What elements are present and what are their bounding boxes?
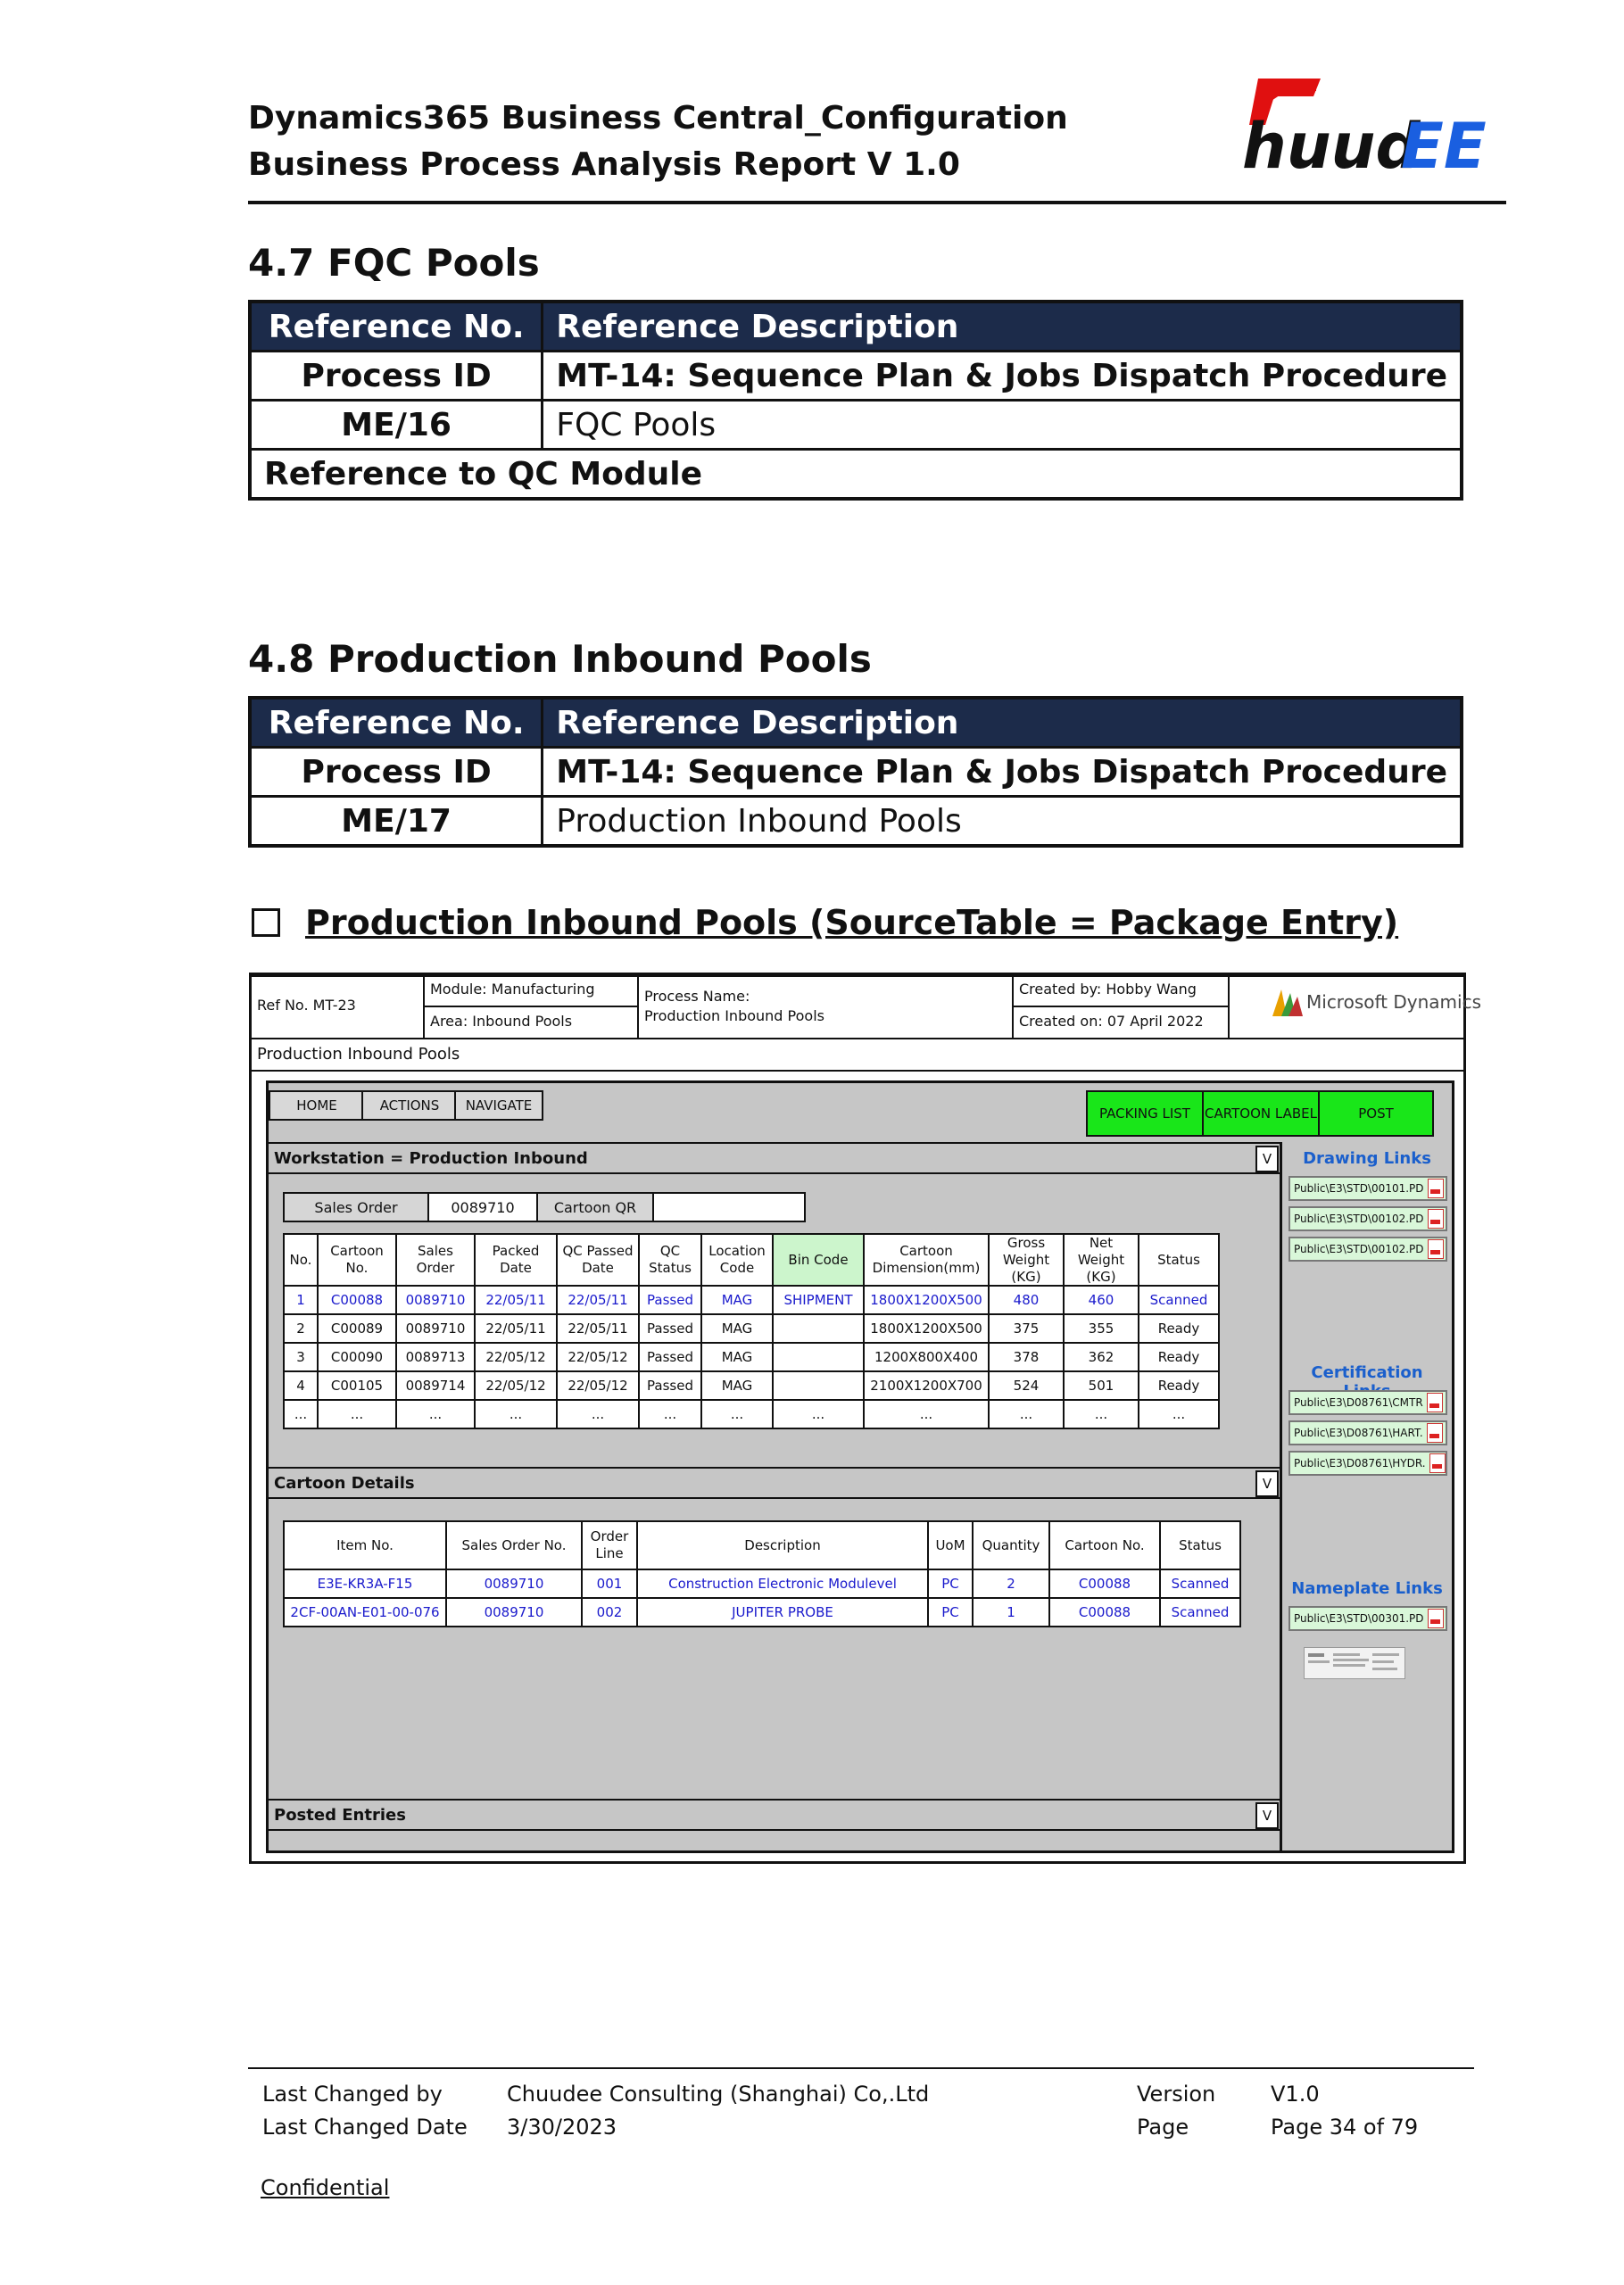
- confidential-label: Confidential: [261, 2175, 390, 2200]
- pdf-icon: [1428, 1209, 1444, 1229]
- table-row: [284, 1400, 1219, 1428]
- collapse-toggle[interactable]: V: [1255, 1470, 1279, 1497]
- col-sales-order-no: Sales Order No.: [446, 1521, 582, 1569]
- ref-no: Ref No. MT-23: [257, 997, 356, 1014]
- col-cartoon-dimension: Cartoon Dimension(mm): [864, 1234, 989, 1286]
- cell: 22/05/12: [557, 1343, 639, 1371]
- module: Module: Manufacturing: [430, 981, 595, 998]
- tab-actions[interactable]: ACTIONS: [361, 1090, 458, 1121]
- cell: 0089710: [446, 1598, 582, 1627]
- col-qc-status: QC Status: [639, 1234, 701, 1286]
- cell: 1: [284, 1286, 318, 1314]
- section-4-8-title: 4.8 Production Inbound Pools: [248, 637, 872, 681]
- tab-home[interactable]: HOME: [269, 1090, 365, 1121]
- cell: 001: [582, 1569, 637, 1598]
- cell: ...: [557, 1400, 639, 1428]
- col-packed-date: Packed Date: [475, 1234, 557, 1286]
- ref-no-header: Reference No.: [250, 302, 543, 352]
- cell: 1800X1200X500: [864, 1314, 989, 1343]
- cell: Ready: [1139, 1371, 1219, 1400]
- cell: 22/05/12: [475, 1371, 557, 1400]
- cell: 2CF-00AN-E01-00-076: [284, 1598, 446, 1627]
- sales-order-label: Sales Order: [284, 1193, 428, 1221]
- col-gross-weight: Gross Weight (KG): [989, 1234, 1064, 1286]
- workstation-bar: Workstation = Production Inbound: [269, 1142, 1280, 1174]
- cell: ...: [773, 1400, 864, 1428]
- cell: 22/05/11: [557, 1314, 639, 1343]
- cell: ...: [989, 1400, 1064, 1428]
- cell: Ready: [1139, 1343, 1219, 1371]
- cartoon-label-button[interactable]: CARTOON LABEL: [1202, 1090, 1320, 1137]
- ref-no-header: Reference No.: [250, 698, 543, 748]
- last-changed-by: Chuudee Consulting (Shanghai) Co,.Ltd: [507, 2082, 930, 2107]
- col-description: Description: [637, 1521, 928, 1569]
- ref-code: ME/16: [250, 401, 543, 450]
- ref-description: Production Inbound Pools: [543, 797, 1462, 847]
- cell: 501: [1064, 1371, 1139, 1400]
- footer-rule: [248, 2067, 1474, 2069]
- ms-dynamics-logo: Microsoft Dynamics: [1269, 984, 1481, 1020]
- pdf-icon: [1427, 1423, 1443, 1443]
- col-cartoon-no: Cartoon No.: [318, 1234, 396, 1286]
- cell: 1: [973, 1598, 1049, 1627]
- cell: 22/05/11: [475, 1314, 557, 1343]
- col-location-code: Location Code: [701, 1234, 773, 1286]
- cell: C00088: [1049, 1569, 1160, 1598]
- col-status: Status: [1139, 1234, 1219, 1286]
- ref-desc-header: Reference Description: [543, 698, 1462, 748]
- area: Area: Inbound Pools: [430, 1013, 573, 1030]
- cell: ...: [639, 1400, 701, 1428]
- cell: 0089710: [396, 1286, 475, 1314]
- cell: 3: [284, 1343, 318, 1371]
- post-button[interactable]: POST: [1318, 1090, 1434, 1137]
- cell: ...: [1139, 1400, 1219, 1428]
- table-row[interactable]: [284, 1286, 1219, 1314]
- cell: Scanned: [1160, 1569, 1240, 1598]
- pdf-icon: [1428, 1239, 1444, 1259]
- cell: ...: [318, 1400, 396, 1428]
- section-4-7-title: 4.7 FQC Pools: [248, 241, 540, 285]
- svg-text:EE: EE: [1401, 110, 1487, 181]
- last-changed-date: 3/30/2023: [507, 2115, 617, 2140]
- section-4-7-table: [248, 300, 1463, 501]
- version-label: Version: [1137, 2082, 1216, 2107]
- cell: [773, 1314, 864, 1343]
- doc-title-line1: Dynamics365 Business Central_Configuration: [248, 100, 1068, 137]
- pdf-icon: [1428, 1179, 1444, 1198]
- last-changed-date-label: Last Changed Date: [262, 2115, 468, 2140]
- cell: E3E-KR3A-F15: [284, 1569, 446, 1598]
- cell: 22/05/12: [475, 1343, 557, 1371]
- cell: 375: [989, 1314, 1064, 1343]
- cell: PC: [928, 1569, 973, 1598]
- cell: Passed: [639, 1314, 701, 1343]
- nameplate-links-title: Nameplate Links: [1291, 1579, 1443, 1598]
- cell: ...: [475, 1400, 557, 1428]
- col-cartoon-no: Cartoon No.: [1049, 1521, 1160, 1569]
- cell: 22/05/12: [557, 1371, 639, 1400]
- cell: C00105: [318, 1371, 396, 1400]
- nameplate-thumbnail-icon: [1304, 1647, 1405, 1679]
- cell: 0089714: [396, 1371, 475, 1400]
- created-on: Created on: 07 April 2022: [1019, 1013, 1204, 1030]
- cell: 1200X800X400: [864, 1343, 989, 1371]
- col-sales-order: Sales Order: [396, 1234, 475, 1286]
- collapse-toggle[interactable]: V: [1255, 1146, 1279, 1172]
- details-table: [283, 1520, 1241, 1627]
- col-item-no: Item No.: [284, 1521, 446, 1569]
- cell: ...: [284, 1400, 318, 1428]
- cell: C00088: [1049, 1598, 1160, 1627]
- cell: 480: [989, 1286, 1064, 1314]
- packing-list-button[interactable]: PACKING LIST: [1086, 1090, 1204, 1137]
- cell: ...: [864, 1400, 989, 1428]
- nameplate-link[interactable]: Public\E3\STD\00301.PD: [1288, 1606, 1447, 1631]
- tab-navigate[interactable]: NAVIGATE: [454, 1090, 543, 1121]
- drawing-links-title: Drawing Links: [1303, 1149, 1431, 1168]
- page-title: Production Inbound Pools: [257, 1045, 460, 1064]
- cell: MAG: [701, 1343, 773, 1371]
- cartoon-details-bar: Cartoon Details: [269, 1467, 1280, 1499]
- ref-code: ME/17: [250, 797, 543, 847]
- cell: C00089: [318, 1314, 396, 1343]
- cell: [773, 1343, 864, 1371]
- ui-mockup: [249, 973, 1481, 1864]
- cell: Construction Electronic Modulevel: [637, 1569, 928, 1598]
- version: V1.0: [1271, 2082, 1320, 2107]
- process-id-value: MT-14: Sequence Plan & Jobs Dispatch Procedure: [543, 748, 1462, 797]
- created-by: Created by: Hobby Wang: [1019, 981, 1197, 998]
- chuudee-logo: [1231, 70, 1499, 181]
- cell: 22/05/11: [475, 1286, 557, 1314]
- cell: MAG: [701, 1286, 773, 1314]
- cell: SHIPMENT: [773, 1286, 864, 1314]
- cell: 0089710: [396, 1314, 475, 1343]
- col-bin-code: Bin Code: [773, 1234, 864, 1286]
- cell: ...: [396, 1400, 475, 1428]
- cell: ...: [701, 1400, 773, 1428]
- pdf-icon: [1428, 1609, 1444, 1628]
- cell: Passed: [639, 1286, 701, 1314]
- cell: 22/05/11: [557, 1286, 639, 1314]
- cell: 355: [1064, 1314, 1139, 1343]
- pdf-icon: [1429, 1453, 1446, 1473]
- col-quantity: Quantity: [973, 1521, 1049, 1569]
- svg-text:huud: huud: [1242, 110, 1421, 181]
- table-row[interactable]: [284, 1371, 1219, 1400]
- cell: 378: [989, 1343, 1064, 1371]
- checkbox-bullet-icon: [252, 908, 280, 937]
- certification-link[interactable]: Public\E3\D08761\HYDR.: [1288, 1451, 1447, 1476]
- col-net-weight: Net Weight (KG): [1064, 1234, 1139, 1286]
- cell: Passed: [639, 1343, 701, 1371]
- cell: Ready: [1139, 1314, 1219, 1343]
- page-number: Page 34 of 79: [1271, 2115, 1419, 2140]
- cell: 4: [284, 1371, 318, 1400]
- cell: 2100X1200X700: [864, 1371, 989, 1400]
- drawing-link[interactable]: Public\E3\STD\00102.PD: [1288, 1237, 1447, 1262]
- ref-desc-header: Reference Description: [543, 302, 1462, 352]
- section-4-8-table: [248, 696, 1463, 848]
- col-qc-passed-date: QC Passed Date: [557, 1234, 639, 1286]
- col-status: Status: [1160, 1521, 1240, 1569]
- cell: C00090: [318, 1343, 396, 1371]
- cell: 0089713: [396, 1343, 475, 1371]
- table-row[interactable]: [284, 1598, 1240, 1627]
- cell: 362: [1064, 1343, 1139, 1371]
- drawing-link[interactable]: Public\E3\STD\00101.PD: [1288, 1176, 1447, 1201]
- cell: 460: [1064, 1286, 1139, 1314]
- col-order-line: Order Line: [582, 1521, 637, 1569]
- cell: Passed: [639, 1371, 701, 1400]
- cell: 2: [284, 1314, 318, 1343]
- cell: 524: [989, 1371, 1064, 1400]
- subsection-title: Production Inbound Pools (SourceTable = Package Entry): [305, 903, 1399, 942]
- ref-description: FQC Pools: [543, 401, 1462, 450]
- cell: MAG: [701, 1314, 773, 1343]
- drawing-link[interactable]: Public\E3\STD\00102.PD: [1288, 1206, 1447, 1231]
- main-panel: [266, 1080, 1454, 1853]
- page-label: Page: [1137, 2115, 1189, 2140]
- process-id-label: Process ID: [250, 748, 543, 797]
- col-uom: UoM: [928, 1521, 973, 1569]
- last-changed-by-label: Last Changed by: [262, 2082, 443, 2107]
- lines-table: [283, 1233, 1220, 1429]
- process-id-label: Process ID: [250, 352, 543, 401]
- doc-title-line2: Business Process Analysis Report V 1.0: [248, 146, 960, 183]
- cell: PC: [928, 1598, 973, 1627]
- cell: 002: [582, 1598, 637, 1627]
- cell: Scanned: [1160, 1598, 1240, 1627]
- table-row[interactable]: [284, 1343, 1219, 1371]
- cell: 1800X1200X500: [864, 1286, 989, 1314]
- cartoon-qr-input[interactable]: [653, 1193, 805, 1221]
- cell: Scanned: [1139, 1286, 1219, 1314]
- sales-order-input[interactable]: 0089710: [428, 1193, 537, 1221]
- cartoon-qr-label: Cartoon QR: [537, 1193, 653, 1221]
- certification-links-title: Certification: [1311, 1363, 1423, 1382]
- panel-divider: [1280, 1142, 1282, 1850]
- table-row[interactable]: [284, 1314, 1219, 1343]
- reference-note: Reference to QC Module: [250, 450, 1462, 500]
- collapse-toggle[interactable]: V: [1255, 1802, 1279, 1829]
- filter-row: [283, 1192, 806, 1222]
- process-name: Production Inbound Pools: [644, 1007, 824, 1024]
- dynamics-icon: [1269, 984, 1305, 1020]
- col-no: No.: [284, 1234, 318, 1286]
- cell: JUPITER PROBE: [637, 1598, 928, 1627]
- pdf-icon: [1427, 1393, 1443, 1412]
- cell: C00088: [318, 1286, 396, 1314]
- cell: ...: [1064, 1400, 1139, 1428]
- table-row[interactable]: [284, 1569, 1240, 1598]
- posted-entries-bar: Posted Entries: [269, 1799, 1280, 1831]
- process-name-label: Process Name:: [644, 988, 750, 1005]
- header-rule: [248, 201, 1506, 204]
- certification-link[interactable]: Public\E3\D08761\CMTR: [1288, 1390, 1447, 1415]
- cell: 2: [973, 1569, 1049, 1598]
- process-id-value: MT-14: Sequence Plan & Jobs Dispatch Procedure: [543, 352, 1462, 401]
- certification-link[interactable]: Public\E3\D08761\HART.: [1288, 1420, 1447, 1445]
- cell: 0089710: [446, 1569, 582, 1598]
- cell: MAG: [701, 1371, 773, 1400]
- cell: [773, 1371, 864, 1400]
